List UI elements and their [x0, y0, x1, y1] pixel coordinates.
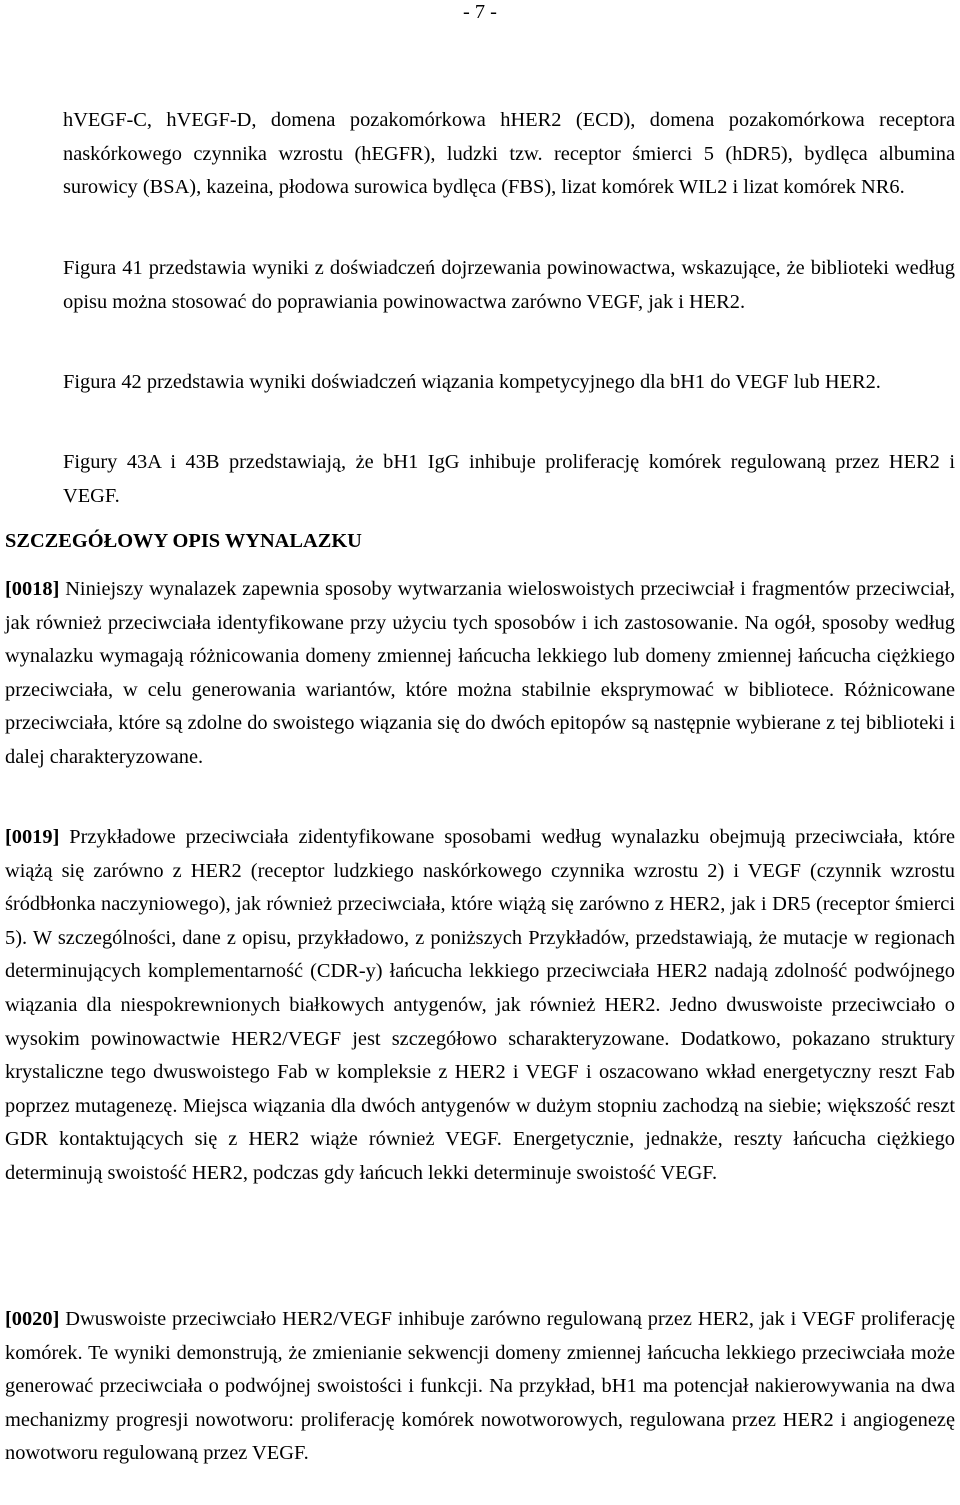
paragraph-0019: [5, 821, 955, 1191]
figure-42-description: Figura 42 przedstawia wyniki doświadczeń wiązania kompetycyjnego dla bH1 do VEGF lub HER2.: [63, 371, 881, 393]
paragraph-text: Przykładowe przeciwciała zidentyfikowane sposobami według wynalazku obejmują przeciwciała, które wiążą się zarówno z HER2 (receptor ludzkiego naskórkowego czynnika wzrostu 2) i VEGF (czynnik wzrostu śródbłonka naczyniowego), jak również przeciwciała, które wiążą się zarówno z HER2, jak i DR5 (receptor śmierci 5). W szczególności, dane z opisu, przykładowo, z poniższych Przykładów, przedstawiają, że mutacje w regionach determinujących komplementarność (CDR-y) łańcucha lekkiego przeciwciała HER2 nadają zdolność podwójnego wiązania dla niespokrewnionych białkowych antygenów, jak również HER2. Jedno dwuswoiste przeciwciało o wysokim powinowactwie HER2/VEGF jest szczegółowo scharakteryzowane. Dodatkowo, pokazano struktury krystaliczne tego dwuswoistego Fab w kompleksie z HER2 i VEGF i oszacowano wkład energetyczny reszt Fab poprzez mutagenezę. Miejsca wiązania dla dwóch antygenów w dużym stopniu zachodzą na siebie; większość reszt GDR kontaktujących się z HER2 wiąże również VEGF. Energetycznie, jednakże, reszty łańcucha ciężkiego determinują swoistość HER2, podczas gdy łańcuch lekki determinuje swoistość VEGF.: [5, 826, 955, 1184]
paragraph-0020: [5, 1303, 955, 1471]
paragraph-0018: [5, 573, 955, 775]
paragraph-text: Dwuswoiste przeciwciało HER2/VEGF inhibuje zarówno regulowaną przez HER2, jak i VEGF proliferację komórek. Te wyniki demonstrują, że zmienianie sekwencji domeny zmiennej łańcucha lekkiego przeciwciała może generować przeciwciała o podwójnej swoistości i funkcji. Na przykład, bH1 ma potencjał nakierowywania na dwa mechanizmy progresji nowotworu: proliferację komórek nowotworowych, regulowana przez HER2 i angiogenezę nowotworu regulowaną przez VEGF.: [5, 1308, 955, 1465]
section-heading: SZCZEGÓŁOWY OPIS WYNALAZKU: [5, 530, 362, 552]
paragraph-number: [0020]: [5, 1308, 60, 1330]
figure-list-continuation-paragraph: hVEGF-C, hVEGF-D, domena pozakomórkowa hHER2 (ECD), domena pozakomórkowa receptora naskórkowego czynnika wzrostu (hEGFR), ludzki tzw. receptor śmierci 5 (hDR5), bydlęca albumina surowicy (BSA), kazeina, płodowa surowica bydlęca (FBS), lizat komórek WIL2 i lizat komórek NR6.: [63, 109, 955, 199]
paragraph-number: [0019]: [5, 826, 60, 848]
figure-43-description: Figury 43A i 43B przedstawiają, że bH1 IgG inhibuje proliferację komórek regulowaną przez HER2 i VEGF.: [63, 451, 955, 507]
paragraph-number: [0018]: [5, 578, 60, 600]
page-number: - 7 -: [463, 1, 497, 23]
figure-41-description: Figura 41 przedstawia wyniki z doświadczeń dojrzewania powinowactwa, wskazujące, że biblioteki według opisu można stosować do poprawiania powinowactwa zarówno VEGF, jak i HER2.: [63, 257, 955, 313]
paragraph-text: Niniejszy wynalazek zapewnia sposoby wytwarzania wieloswoistych przeciwciał i fragmentów przeciwciał, jak również przeciwciała identyfikowane przy użyciu tych sposobów i ich zastosowanie. Na ogół, sposoby według wynalazku wymagają różnicowania domeny zmiennej łańcucha lekkiego lub domeny zmiennej łańcucha ciężkiego przeciwciała, w celu generowania wariantów, które można stabilnie eksprymować w bibliotece. Różnicowane przeciwciała, które są zdolne do swoistego wiązania się do dwóch epitopów są następnie wybierane z tej biblioteki i dalej charakteryzowane.: [5, 578, 955, 768]
